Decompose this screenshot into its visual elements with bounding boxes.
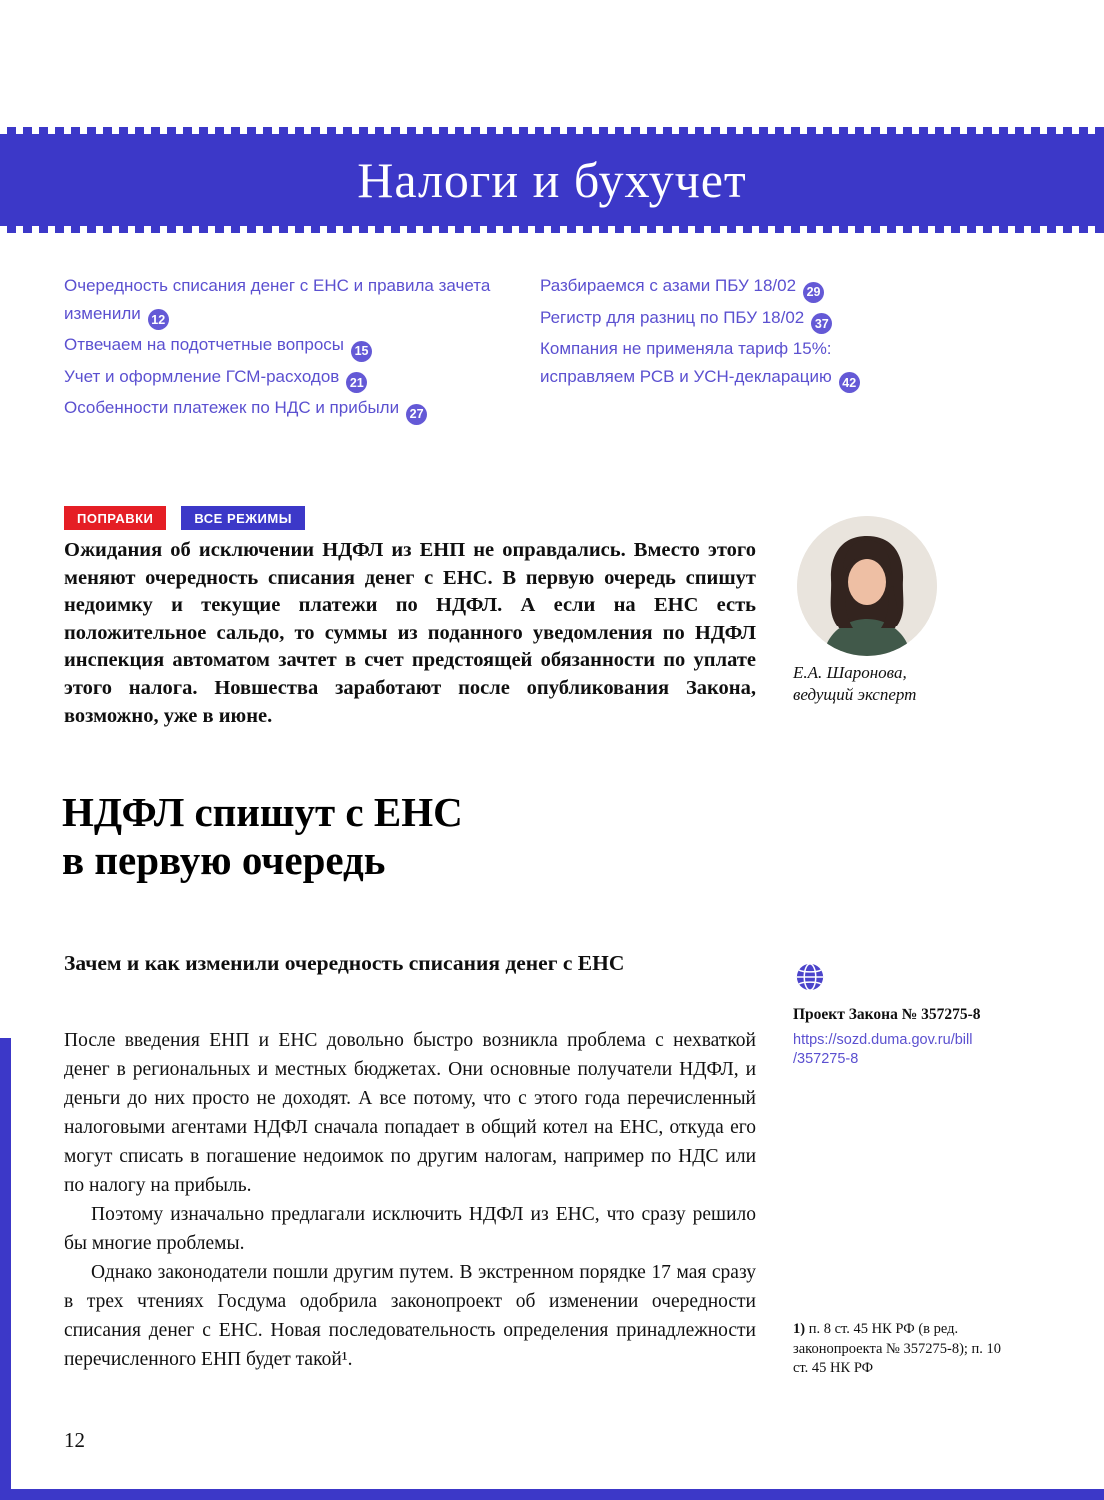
page-border-left <box>0 1038 11 1500</box>
globe-icon <box>795 962 825 992</box>
toc-page-badge: 21 <box>346 372 367 393</box>
toc-page-badge: 29 <box>803 282 824 303</box>
paragraph: После введения ЕНП и ЕНС довольно быстро возникла проблема с нехваткой денег в региональных и местных бюджетах. Они основные получатели НДФЛ, и деньги до них просто не доходят. А все потому, что с этого года перечисленный налоговыми агентами НДФЛ сначала попадает в общий котел на ЕНС, откуда его могут списать в погашение недоимок по другим налогам, например по НДС или по налогу на прибыль. <box>64 1030 756 1196</box>
law-reference-title: Проект Закона № 357275-8 <box>793 1006 981 1023</box>
tag-vse-rezhimy: ВСЕ РЕЖИМЫ <box>181 506 305 530</box>
footnote-text: п. 8 ст. 45 НК РФ (в ред. законопроекта № 357275-8); п. 10 ст. 45 НК РФ <box>793 1321 1002 1376</box>
toc-left-column <box>64 272 502 426</box>
author-caption <box>793 662 916 706</box>
toc-page-badge: 27 <box>406 404 427 425</box>
paragraph: Поэтому изначально предлагали исключить НДФЛ из ЕНС, что сразу решило бы многие проблемы. <box>64 1204 756 1254</box>
article-title <box>62 788 463 884</box>
author-name: Е.А. Шаронова, <box>793 663 907 682</box>
toc-item-label: Очередность списания денег с ЕНС и правила зачета изменили <box>64 276 491 323</box>
page-number: 12 <box>64 1428 85 1452</box>
toc-page-badge: 42 <box>839 372 860 393</box>
article-body <box>64 1026 756 1374</box>
toc-item-label: Компания не применяла тариф 15%: исправляем РСВ и УСН-декларацию <box>540 339 832 386</box>
lead-paragraph: Ожидания об исключении НДФЛ из ЕНП не оправдались. Вместо этого меняют очередность списания денег с ЕНС. В первую очередь спишут недоимку и текущие платежи по НДФЛ. А если на ЕНС есть положительное сальдо, то суммы из поданного уведомления по НДФЛ инспекция автоматом зачтет в счет предстоящей обязанности по уплате этого налога. Новшества заработают после опубликования Закона, возможно, уже в июне. <box>64 539 756 727</box>
law-reference-link[interactable]: https://sozd.duma.gov.ru/bill/357275-8 <box>793 1032 973 1067</box>
page-border-bottom <box>0 1489 1104 1500</box>
author-photo <box>797 516 937 656</box>
paragraph: Однако законодатели пошли другим путем. В экстренном порядке 17 мая сразу в трех чтениях Госдума одобрила законопроект об изменении очередности списания денег с ЕНС. Новая последовательность определения принадлежности перечисленного ЕНП будет такой¹. <box>64 1262 756 1370</box>
toc-right-column <box>540 272 870 394</box>
author-role: ведущий эксперт <box>793 685 917 704</box>
article-title-line: в первую очередь <box>62 837 386 883</box>
toc-item[interactable] <box>64 394 502 425</box>
section-title: Налоги и бухучет <box>357 152 747 208</box>
section-banner <box>0 127 1104 233</box>
toc-item-label: Разбираемся с азами ПБУ 18/02 <box>540 276 797 295</box>
toc-page-badge: 37 <box>811 313 832 334</box>
toc-item[interactable] <box>64 272 502 330</box>
toc-item[interactable] <box>540 304 870 335</box>
tag-popravki: ПОПРАВКИ <box>64 506 166 530</box>
toc-item-label: Особенности платежек по НДС и прибыли <box>64 398 400 417</box>
toc-item-label: Учет и оформление ГСМ-расходов <box>64 366 340 386</box>
toc-item[interactable] <box>64 331 502 362</box>
toc-item-label: Регистр для разниц по ПБУ 18/02 <box>540 307 805 327</box>
article-title-line: НДФЛ спишут с ЕНС <box>62 789 463 835</box>
toc-item-label: Отвечаем на подотчетные вопросы <box>64 335 345 354</box>
footnote <box>793 1320 1005 1379</box>
toc-page-badge: 15 <box>351 341 372 362</box>
article-tags <box>64 506 305 530</box>
toc-item[interactable] <box>540 335 870 393</box>
toc-item[interactable] <box>540 272 870 303</box>
toc-item[interactable] <box>64 363 502 394</box>
footnote-marker: 1) <box>793 1321 806 1337</box>
article-subheading: Зачем и как изменили очередность списания денег с ЕНС <box>64 951 625 975</box>
toc-page-badge: 12 <box>148 309 169 330</box>
